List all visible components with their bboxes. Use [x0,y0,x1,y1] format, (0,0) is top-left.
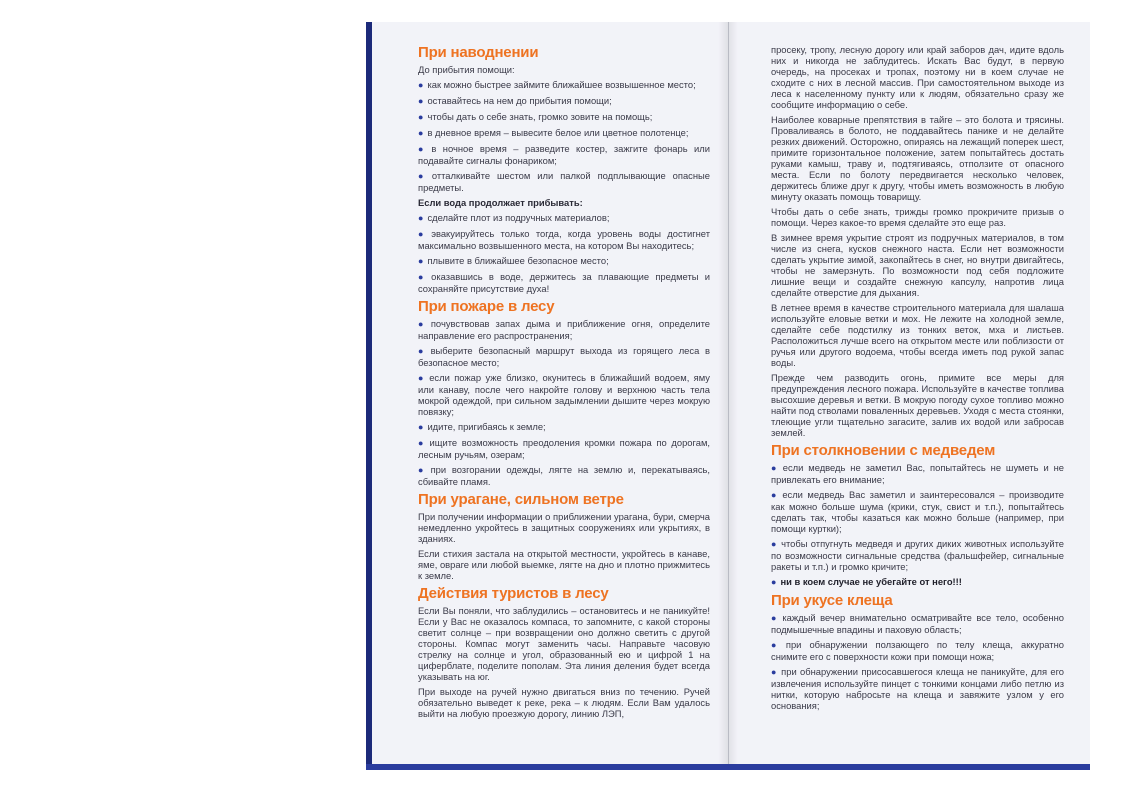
list-item: ● идите, пригибаясь к земле; [418,421,546,432]
paragraph: Прежде чем разводить огонь, примите все меры для предупреждения лесного пожара. Используйте в качестве топлива высохшие деревья и ветки. В мокрую погоду сухое топливо можно найти под стволами поваленных деревьев. Уходя с места стоянки, тлеющие угли тщательно загасите, залив их водой или забросав землей. [771,372,1064,438]
bottom-band [366,764,1090,770]
list-item: ● если медведь Вас заметил и заинтересовался – производите как можно больше шума (крики, стук, свист и т.п.), попытайтесь сделать так, чтобы казаться как можно больше (например, при помощи куртки); [771,489,1064,534]
flood-intro: До прибытия помощи: [418,64,515,75]
paragraph: При выходе на ручей нужно двигаться вниз по течению. Ручей обязательно выведет к реке, река – к людям. Если Вам удалось выйти на любую проезжую дорогу, линию ЛЭП, [418,686,710,719]
list-item: ● если медведь не заметил Вас, попытайтесь не шуметь и не привлекать его внимание; [771,462,1064,485]
list-item: ● в ночное время – разведите костер, зажгите фонарь или подавайте сигналы фонариком; [418,143,710,166]
list-item: ● сделайте плот из подручных материалов; [418,212,610,223]
list-item: ● при возгорании одежды, лягте на землю и, перекатываясь, сбивайте пламя. [418,464,710,487]
paragraph: Если стихия застала на открытой местности, укройтесь в канаве, яме, овраге или любой выемке, лягте на дно и плотно прижмитесь к земле. [418,548,710,581]
list-item: ● выберите безопасный маршрут выхода из горящего леса в безопасное место; [418,345,711,368]
heading-bear: При столкновении с медведем [771,442,996,459]
flood-list-2 [418,212,710,294]
forest-fire-list [418,318,710,487]
list-item: ● при обнаружении ползающего по телу клеща, аккуратно снимите его с поверхности кожи при помощи ножа; [771,639,1064,662]
list-item: ● как можно быстрее займите ближайшее возвышенное место; [418,79,696,90]
list-item: ● отталкивайте шестом или палкой подплывающие опасные предметы. [418,170,711,193]
list-item: ● эвакуируйтесь только тогда, когда уровень воды достигнет максимально возвышенного места, на котором Вы находитесь; [418,228,710,251]
list-item: ● ищите возможность преодоления кромки пожара по дорогам, лесным ручьям, озерам; [418,437,710,460]
list-item: ● чтобы отпугнуть медведя и других диких животных используйте по возможности сигнальные средства (фальшфейер, сигнальные ракеты и т.п.) и громко кричите; [771,538,1065,572]
heading-hurricane: При урагане, сильном ветре [418,491,624,508]
list-item-warning: ● ни в коем случае не убегайте от него!!! [771,576,962,587]
paragraph: Если Вы поняли, что заблудились – остановитесь и не паникуйте! Если у Вас не оказалось компаса, то запомните, с какой стороны светит солнце – при возвращении оно должно светить с другой стороны. Компас могут заменить часы. Направьте часовую стрелку на солнце и угол, образованный ею и цифрой 1 на циферблате, поделите пополам. Эта линия деления будет всегда указывать на юг. [418,605,710,682]
heading-tick: При укусе клеща [771,592,893,609]
paragraph: В зимнее время укрытие строят из подручных материалов, в том числе из снега, кусков снежного наста. Если нет возможности сделать укрытие зимой, закопайтесь в снег, но внутри двигайтесь, чтобы не замерзнуть. По возможности под себя подложите лишние вещи и создайте снежную капсулу, напротив лица сделайте отверстие для дыхания. [771,232,1064,298]
list-item: ● каждый вечер внимательно осматривайте все тело, особенно подмышечные впадины и паховую область; [771,612,1064,635]
heading-flood: При наводнении [418,44,539,61]
list-item: ● чтобы дать о себе знать, громко зовите на помощь; [418,111,653,122]
left-page [366,22,728,770]
list-item: ● оказавшись в воде, держитесь за плавающие предметы и сохраняйте присутствие духа! [418,271,711,294]
paragraph: В летнее время в качестве строительного материала для шалаша используйте еловые ветки и мох. Не лежите на холодной земле, сделайте себе подстилку из тонких веток, мха и листьев. Расположиться лучше всего на открытом месте или поблизости от ручья или другого водоема, чтобы всегда иметь под рукой запас воды. [771,302,1064,368]
paragraph: Наиболее коварные препятствия в тайге – это болота и трясины. Проваливаясь в болото, не поддавайтесь панике и не делайте резких движений. Осторожно, опираясь на лежащий поперек шест, примите горизонтальное положение, затем попытайтесь достать руками камыш, траву и, подтягиваясь, отползите от опасного места. Если по болоту передвигается несколько человек, держитесь ближе друг к другу, чтобы иметь возможность в любую минуту оказать помощь товарищу. [771,114,1064,202]
tick-list [771,612,1064,711]
list-item: ● оставайтесь на нем до прибытия помощи; [418,95,612,106]
list-item: ● плывите в ближайшее безопасное место; [418,255,609,266]
list-item: ● если пожар уже близко, окунитесь в ближайший водоем, яму или канаву, после чего накройте голову и верхнюю часть тела мокрой одеждой, при сильном задымлении дышите через мокрую повязку; [418,372,710,417]
bear-list [771,462,1064,588]
right-page [728,22,1090,770]
cover-edge [366,22,372,770]
list-item: ● при обнаружении присосавшегося клеща не паникуйте, для его извлечения используйте пинцет с тонкими концами либо петлю из нитки, которую набросьте на клеща и завяжите узлом у его основания; [771,666,1064,711]
paragraph: просеку, тропу, лесную дорогу или край заборов дач, идите вдоль них и никогда не заблудитесь. Искать Вас будут, в первую очередь, на просеках и тропах, поэтому ни в коем случае не сходите с них в лесной массив. При самостоятельном выходе из леса к населенному пункту или к людям, обязательно сразу же сообщите информацию о себе. [771,44,1064,110]
paragraph: При получении информации о приближении урагана, бури, смерча немедленно укройтесь в защитных сооружениях или укрытиях, в зданиях. [418,511,710,544]
flood-list [418,79,710,193]
flood-subheading: Если вода продолжает прибывать: [418,197,583,208]
heading-tourists: Действия туристов в лесу [418,585,609,602]
list-item: ● в дневное время – вывесите белое или цветное полотенце; [418,127,689,138]
heading-forest-fire: При пожаре в лесу [418,298,555,315]
paragraph: Чтобы дать о себе знать, трижды громко прокричите призыв о помощи. Через какое-то время сделайте это еще раз. [771,206,1064,228]
brochure-spread [366,22,1090,770]
list-item: ● почувствовав запах дыма и приближение огня, определите направление его распространения; [418,318,710,341]
